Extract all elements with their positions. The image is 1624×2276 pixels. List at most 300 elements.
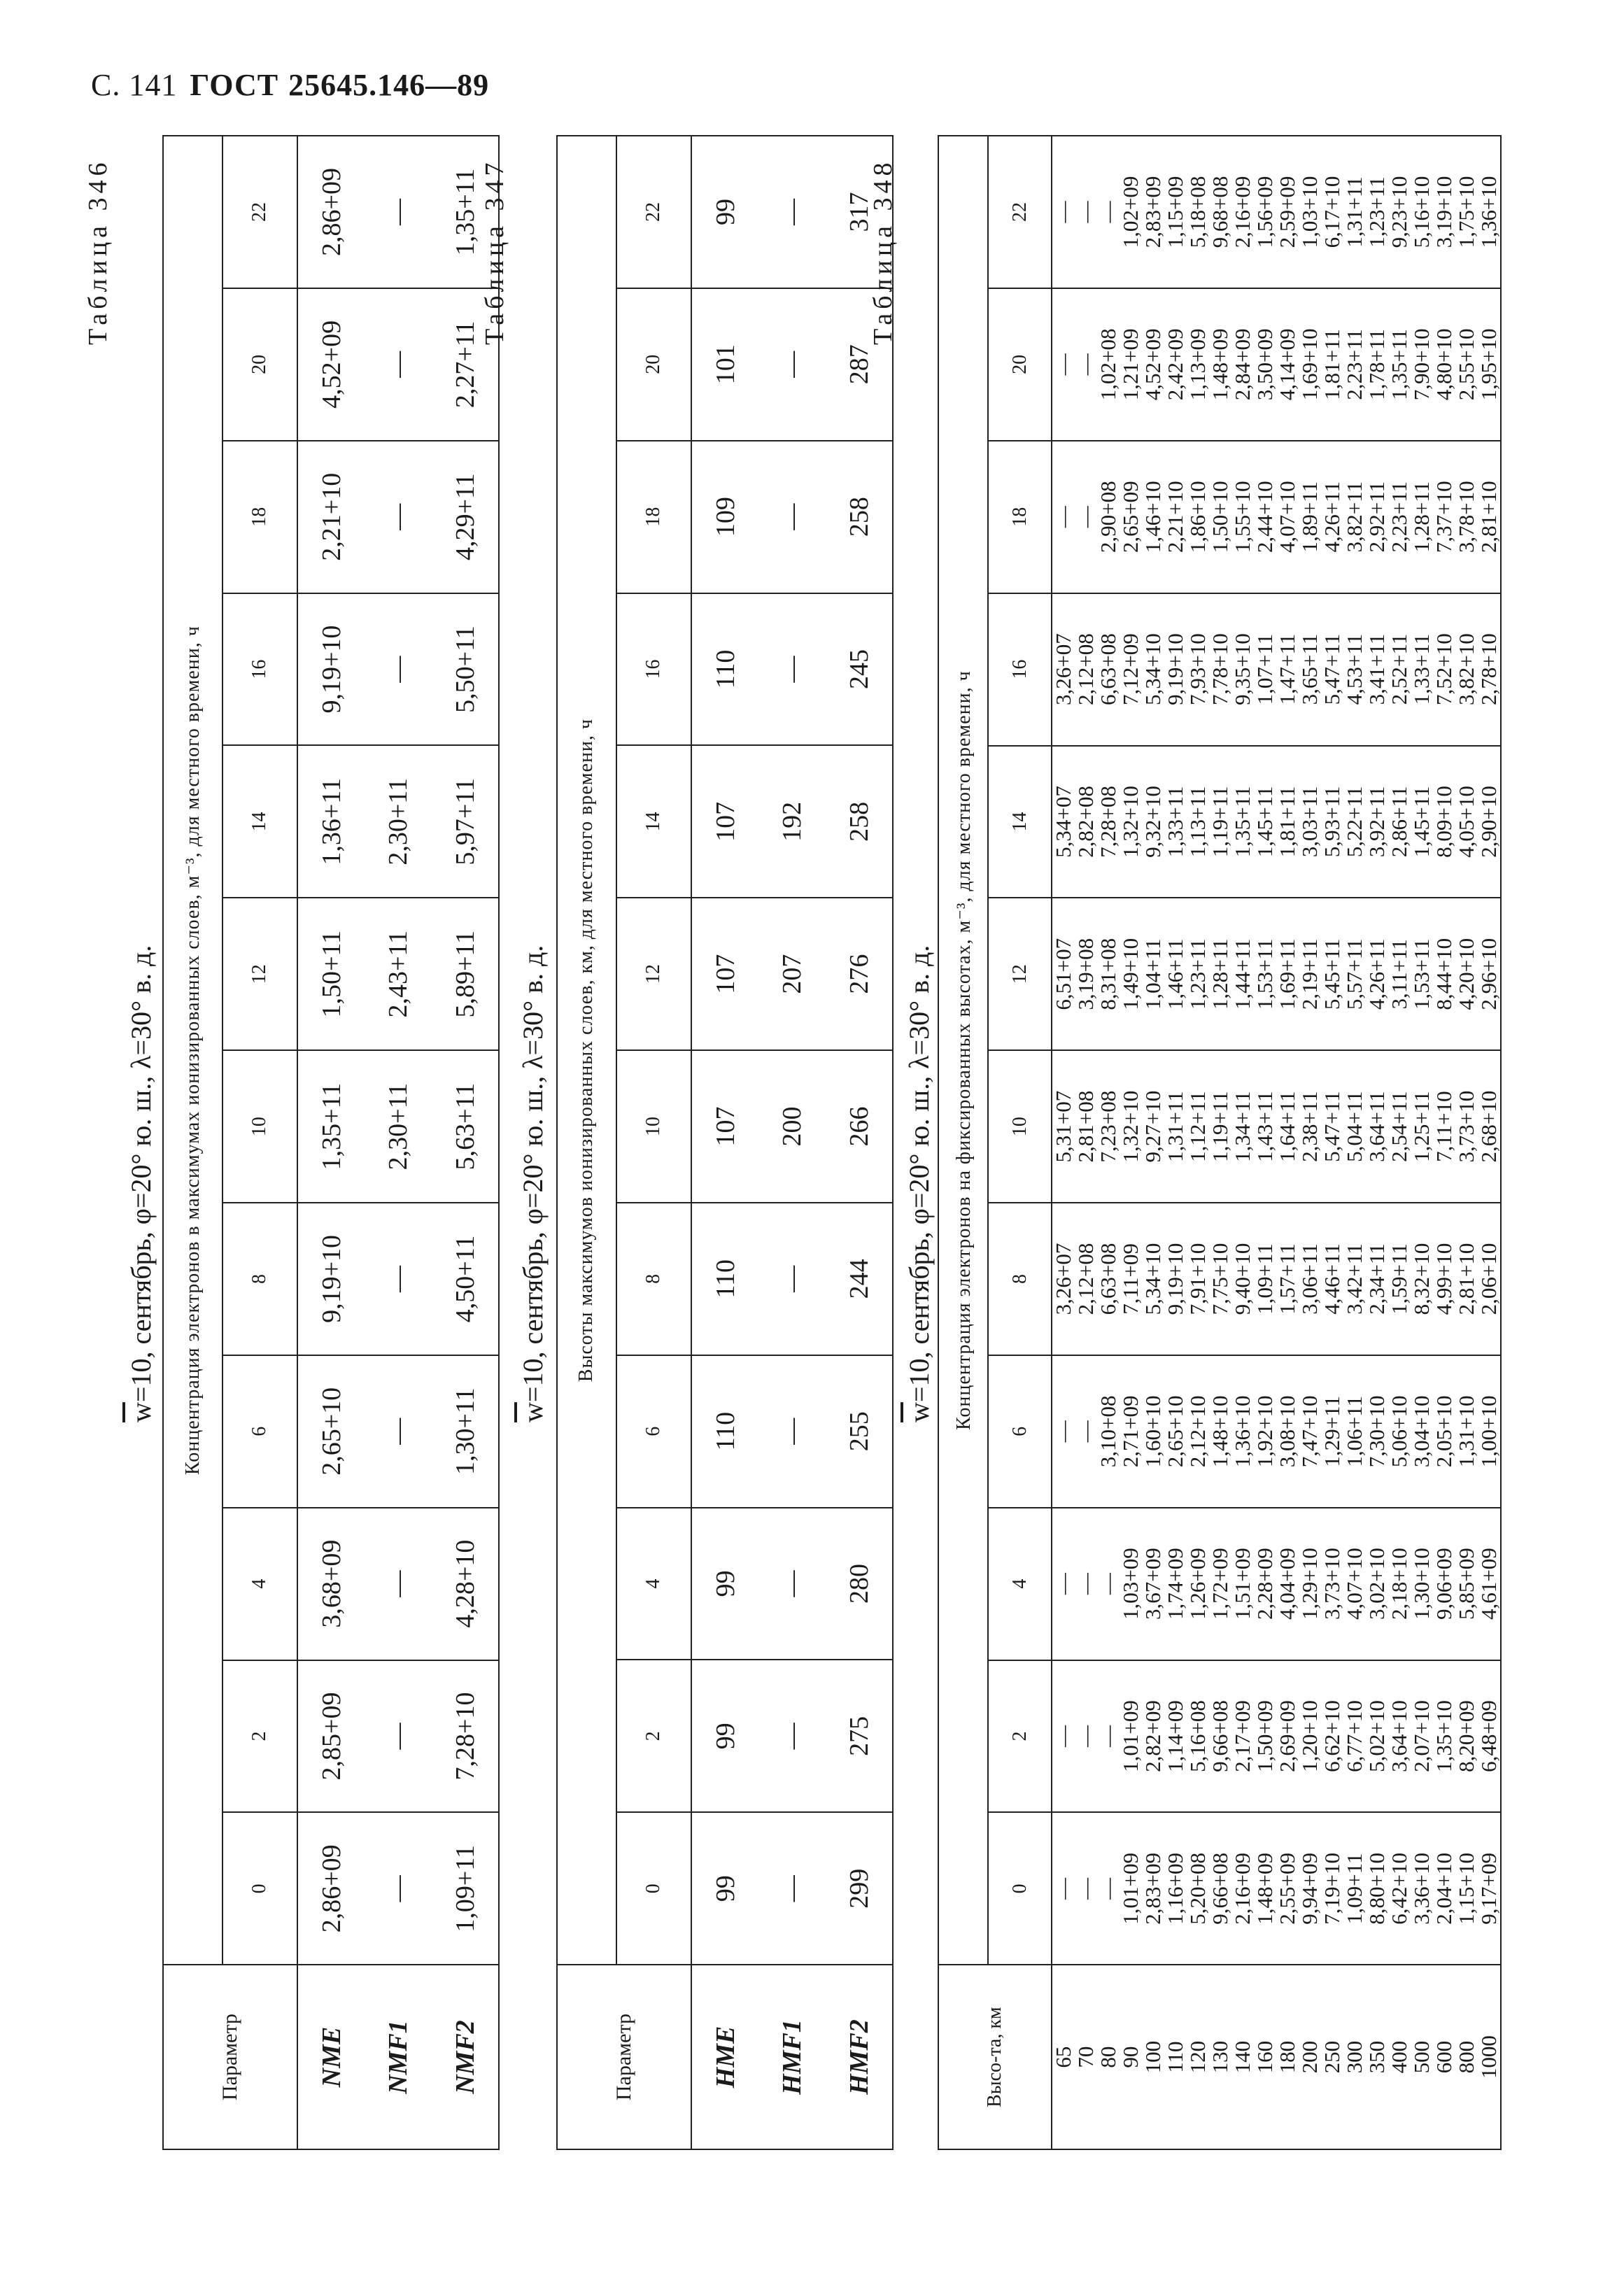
height-cell: 120 [1187,1965,1209,2149]
table-label: Таблица 348 [868,158,898,345]
height-cell: 130 [1209,1965,1231,2149]
table-cell: 2,92+11 [1366,441,1388,593]
table-cell: 1,48+10 [1209,1355,1231,1508]
hour-cell: 20 [988,288,1052,441]
table-cell: — [1052,1812,1075,1965]
table-cell: 4,52+09 [297,288,365,441]
table-cell: 2,05+10 [1433,1355,1455,1508]
table-cell: 2,16+09 [1231,1812,1254,1965]
table-cell: 4,53+11 [1343,593,1366,746]
height-cell: 180 [1276,1965,1299,2149]
table-cell: 5,85+09 [1455,1508,1478,1660]
hour-cell: 20 [616,288,691,441]
hour-cell: 12 [616,898,691,1050]
page-number: С. 141 [91,68,178,102]
hour-cell: 6 [616,1355,691,1508]
table-cell: 1,81+11 [1321,288,1343,441]
table-cell: 1,69+11 [1276,898,1299,1050]
table-cell: 1,48+09 [1254,1812,1276,1965]
table-cell: 2,71+09 [1120,1355,1142,1508]
table-cell: 5,22+11 [1343,746,1366,898]
table-cell: — [758,1812,826,1965]
table-cell: 9,19+10 [1164,1203,1187,1355]
table-cell: 3,64+10 [1388,1660,1411,1813]
table-cell: — [365,1203,432,1355]
table-cell: 280 [826,1508,893,1660]
table-cell: 9,68+08 [1209,136,1231,288]
table-cell: 7,12+09 [1120,593,1142,746]
param-name: HMF2 [826,1965,893,2149]
table-cell: — [758,288,826,441]
height-cell: 160 [1254,1965,1276,2149]
hour-cell: 2 [223,1660,297,1813]
table-cell: 2,78+10 [1478,593,1501,746]
table-cell: — [1075,1508,1097,1660]
param-header: Параметр [557,1965,691,2149]
table-cell: 3,11+11 [1388,898,1411,1050]
table-cell: 1,50+09 [1254,1660,1276,1813]
table-cell: 1,53+11 [1411,898,1433,1050]
table-cell: 5,34+10 [1142,593,1164,746]
table-cell: 1,30+10 [1411,1508,1433,1660]
table-cell: 1,36+10 [1478,136,1501,288]
table-cell: — [1075,1812,1097,1965]
hour-cell: 16 [223,593,297,746]
table-cell: 2,12+08 [1075,593,1097,746]
table-title [125,945,157,1422]
table-cell: 1,31+10 [1455,1355,1478,1508]
param-name: HMF1 [758,1965,826,2149]
table-cell: 8,32+10 [1411,1203,1433,1355]
table-cell: 3,06+11 [1299,1203,1321,1355]
table-cell: 1,50+10 [1209,441,1231,593]
standard-label: ГОСТ [190,68,279,102]
table-cell: — [1097,1660,1120,1813]
table-cell: 4,07+10 [1343,1508,1366,1660]
table-cell: 5,06+10 [1388,1355,1411,1508]
table-cell: 7,28+08 [1097,746,1120,898]
table-cell: 7,11+09 [1120,1203,1142,1355]
table-cell: — [758,1203,826,1355]
w-symbol: $\overline{w}$ [517,1402,549,1422]
table-row [1411,136,1433,2149]
table-cell: 1,49+10 [1120,898,1142,1050]
table-348-body [1052,136,1501,2149]
table-cell: 3,65+11 [1299,593,1321,746]
table-cell: 7,19+10 [1321,1812,1343,1965]
table-cell: 1,02+09 [1120,136,1142,288]
table-cell: — [1097,136,1120,288]
param-name: NMF1 [365,1965,432,2149]
table-cell: 276 [826,898,893,1050]
table-cell: 99 [691,1812,758,1965]
table-cell: 1,75+10 [1455,136,1478,288]
table-cell: 2,68+10 [1478,1050,1501,1203]
hour-cell: 10 [988,1050,1052,1203]
table-cell: 5,93+11 [1321,746,1343,898]
table-cell: 255 [826,1355,893,1508]
table-cell: — [1052,1355,1075,1508]
table-cell: 2,69+09 [1276,1660,1299,1813]
table-row [1187,136,1209,2149]
table-cell: 1,36+10 [1231,1355,1254,1508]
hour-cell: 8 [223,1203,297,1355]
hour-cell: 14 [616,745,691,898]
table-cell: 5,18+08 [1187,136,1209,288]
table-cell: 1,15+09 [1164,136,1187,288]
table-row [1343,136,1366,2149]
table-cell: 7,11+10 [1433,1050,1455,1203]
table-cell: 1,64+11 [1276,1050,1299,1203]
hour-cell: 22 [988,136,1052,288]
hour-cell: 0 [988,1812,1052,1965]
height-cell: 140 [1231,1965,1254,2149]
height-cell: 80 [1097,1965,1120,2149]
table-cell: 2,19+11 [1299,898,1321,1050]
table-label: Таблица 346 [83,158,113,345]
table-cell: — [758,441,826,593]
table-caption: Высоты максимумов ионизированных слоев, км, для местного времени, ч [557,136,616,1965]
height-cell: 65 [1052,1965,1075,2149]
table-cell: 4,28+10 [432,1508,499,1660]
w-symbol: $\overline{w}$ [903,1402,935,1422]
table-cell: 2,54+11 [1388,1050,1411,1203]
table-cell: 3,64+11 [1366,1050,1388,1203]
table-cell: 3,68+09 [297,1508,365,1660]
table-cell: 1,92+10 [1254,1355,1276,1508]
hour-cell: 8 [616,1203,691,1355]
table-346 [162,135,500,2150]
table-cell: 5,16+08 [1187,1660,1209,1813]
table-cell: 3,08+10 [1276,1355,1299,1508]
table-cell: 1,50+11 [297,898,365,1050]
height-cell: 110 [1164,1965,1187,2149]
hour-cell: 10 [616,1050,691,1203]
table-cell: 3,82+11 [1343,441,1366,593]
table-cell: 2,81+10 [1478,441,1501,593]
hour-row [988,136,1052,2149]
table-cell: 1,32+10 [1120,746,1142,898]
table-cell: 1,07+11 [1254,593,1276,746]
height-cell: 300 [1343,1965,1366,2149]
table-cell: 2,12+10 [1187,1355,1209,1508]
table-cell: 1,35+11 [1388,288,1411,441]
table-cell: 9,19+10 [297,1203,365,1355]
table-cell: 9,66+08 [1209,1660,1231,1813]
table-cell: 4,46+11 [1321,1203,1343,1355]
table-cell: 1,19+11 [1209,1050,1231,1203]
table-cell: 317 [826,136,893,288]
table-cell: 1,48+09 [1209,288,1231,441]
table-cell: — [758,1508,826,1660]
table-cell: 1,15+10 [1455,1812,1478,1965]
table-cell: 9,06+09 [1433,1508,1455,1660]
table-cell: 5,02+10 [1366,1660,1388,1813]
table-cell: 1,32+10 [1120,1050,1142,1203]
table-cell: 1,14+09 [1164,1660,1187,1813]
table-cell: 2,23+11 [1343,288,1366,441]
table-cell: 2,55+09 [1276,1812,1299,1965]
table-cell: 1,57+11 [1276,1203,1299,1355]
param-name: HME [691,1965,758,2149]
table-cell: 9,66+08 [1209,1812,1231,1965]
hour-cell: 6 [223,1355,297,1508]
table-cell: 2,86+09 [297,1812,365,1965]
table-cell: — [365,1812,432,1965]
height-header: Высо-та, км [938,1965,1052,2149]
table-cell: 7,28+10 [432,1660,499,1813]
table-cell: 2,23+11 [1388,441,1411,593]
table-cell: 8,80+10 [1366,1812,1388,1965]
table-cell: 1,46+10 [1142,441,1164,593]
table-cell: 2,83+09 [1142,1812,1164,1965]
table-cell: 1,31+11 [1343,136,1366,288]
hour-cell: 18 [616,441,691,593]
table-cell: 3,26+07 [1052,593,1075,746]
table-cell: 1,26+09 [1187,1508,1209,1660]
table-cell: 1,89+11 [1299,441,1321,593]
table-cell: 1,09+11 [1254,1203,1276,1355]
height-cell: 800 [1455,1965,1478,2149]
table-cell: 9,17+09 [1478,1812,1501,1965]
table-cell: 2,07+10 [1411,1660,1433,1813]
table-cell: 3,42+11 [1343,1203,1366,1355]
height-cell: 1000 [1478,1965,1501,2149]
hour-cell: 12 [988,898,1052,1050]
table-cell: 4,29+11 [432,441,499,593]
table-cell: 5,47+11 [1321,1050,1343,1203]
table-cell: 1,33+11 [1164,746,1187,898]
table-cell: 5,20+08 [1187,1812,1209,1965]
table-cell: 9,19+10 [297,593,365,746]
table-cell: 4,50+11 [432,1203,499,1355]
table-cell: 2,86+09 [297,136,365,288]
table-cell: — [1075,1660,1097,1813]
table-cell: 2,82+08 [1075,746,1097,898]
table-cell: 1,31+11 [1164,1050,1187,1203]
table-cell: 3,41+11 [1366,593,1388,746]
height-cell: 400 [1388,1965,1411,2149]
table-cell: 4,07+10 [1276,441,1299,593]
table-cell: 99 [691,136,758,288]
table-cell: — [365,593,432,746]
table-cell: — [365,1355,432,1508]
table-cell: 3,50+09 [1254,288,1276,441]
table-cell: 6,63+08 [1097,593,1120,746]
table-cell: 9,27+10 [1142,1050,1164,1203]
table-cell: 1,03+10 [1299,136,1321,288]
table-cell: 1,69+10 [1299,288,1321,441]
table-cell: — [758,1355,826,1508]
height-cell: 100 [1142,1965,1164,2149]
param-header: Параметр [163,1965,297,2149]
table-cell: 3,92+11 [1366,746,1388,898]
table-row [1321,136,1343,2149]
table-row [1254,136,1276,2149]
table-cell: 2,38+11 [1299,1050,1321,1203]
table-row [1433,136,1455,2149]
table-cell: 3,73+10 [1455,1050,1478,1203]
hour-cell: 2 [988,1660,1052,1813]
table-cell: 5,34+07 [1052,746,1075,898]
table-cell: 3,02+10 [1366,1508,1388,1660]
table-cell: 5,16+10 [1411,136,1433,288]
table-cell: — [1097,1812,1120,1965]
table-cell: — [758,136,826,288]
height-cell: 90 [1120,1965,1142,2149]
table-cell: 1,29+10 [1299,1508,1321,1660]
table-cell: 258 [826,441,893,593]
table-row [1299,136,1321,2149]
table-cell: 2,81+10 [1455,1203,1478,1355]
table-cell: 2,59+09 [1276,136,1299,288]
table-cell: 1,02+08 [1097,288,1120,441]
table-row [1075,136,1097,2149]
table-cell: 1,21+09 [1120,288,1142,441]
table-row [1388,136,1411,2149]
table-cell: 2,28+09 [1254,1508,1276,1660]
table-cell: 6,48+09 [1478,1660,1501,1813]
table-cell: 2,65+10 [297,1355,365,1508]
height-cell: 500 [1411,1965,1433,2149]
table-row [432,136,499,2149]
hour-cell: 16 [988,593,1052,746]
table-cell: 1,51+09 [1231,1508,1254,1660]
table-cell: 7,93+10 [1187,593,1209,746]
table-cell: 2,17+09 [1231,1660,1254,1813]
table-cell: — [1052,441,1075,593]
table-cell: 6,63+08 [1097,1203,1120,1355]
height-cell: 70 [1075,1965,1097,2149]
hour-row [616,136,691,2149]
table-cell: — [365,136,432,288]
table-cell: 4,52+09 [1142,288,1164,441]
table-cell: 4,20+10 [1455,898,1478,1050]
table-cell: 3,26+07 [1052,1203,1075,1355]
table-cell: 1,45+11 [1411,746,1433,898]
table-cell: 2,30+11 [365,1050,432,1203]
title-text: =10, сентябрь, φ=20° ю. ш., λ=30° в. д. [903,945,935,1403]
hour-cell: 18 [988,441,1052,593]
table-cell: 1,01+09 [1120,1812,1142,1965]
table-cell: 1,74+09 [1164,1508,1187,1660]
table-cell: 3,36+10 [1411,1812,1433,1965]
table-cell: 192 [758,745,826,898]
table-cell: 5,89+11 [432,898,499,1050]
table-cell: 2,84+09 [1231,288,1254,441]
table-cell: 1,44+11 [1231,898,1254,1050]
table-cell: 5,97+11 [432,745,499,898]
hour-cell: 4 [988,1508,1052,1660]
table-row [1164,136,1187,2149]
table-cell: 1,19+11 [1209,746,1231,898]
table-cell: 2,65+10 [1164,1355,1187,1508]
table-cell: 2,27+11 [432,288,499,441]
table-cell: 8,20+09 [1455,1660,1478,1813]
table-cell: 1,86+10 [1187,441,1209,593]
table-title [516,945,549,1422]
table-cell: 9,35+10 [1231,593,1254,746]
table-cell: — [365,1660,432,1813]
table-cell: 1,45+11 [1254,746,1276,898]
table-cell: 4,26+11 [1321,441,1343,593]
table-cell: 1,33+11 [1411,593,1433,746]
table-cell: 1,60+10 [1142,1355,1164,1508]
table-cell: 9,23+10 [1388,136,1411,288]
table-cell: 1,95+10 [1478,288,1501,441]
table-cell: 4,99+10 [1433,1203,1455,1355]
table-cell: 3,03+11 [1299,746,1321,898]
table-cell: 1,35+11 [1231,746,1254,898]
table-row [1231,136,1254,2149]
table-cell: — [1052,1660,1075,1813]
hour-cell: 12 [223,898,297,1050]
table-cell: 7,75+10 [1209,1203,1231,1355]
table-cell: — [1075,288,1097,441]
table-cell: 2,30+11 [365,745,432,898]
table-cell: 2,83+09 [1142,136,1164,288]
param-name: NME [297,1965,365,2149]
table-cell: 1,23+11 [1366,136,1388,288]
table-cell: 2,82+09 [1142,1660,1164,1813]
table-cell: 2,81+08 [1075,1050,1097,1203]
table-cell: 5,57+11 [1343,898,1366,1050]
table-cell: 1,55+10 [1231,441,1254,593]
table-cell: 1,13+09 [1187,288,1209,441]
table-cell: 7,90+10 [1411,288,1433,441]
table-cell: 1,28+11 [1209,898,1231,1050]
table-cell: 2,18+10 [1388,1508,1411,1660]
table-cell: 244 [826,1203,893,1355]
table-cell: 1,34+11 [1231,1050,1254,1203]
table-row [691,136,758,2149]
table-cell: 110 [691,593,758,746]
table-cell: 2,90+08 [1097,441,1120,593]
table-cell: 1,09+11 [432,1812,499,1965]
table-cell: 1,30+11 [432,1355,499,1508]
table-cell: 4,26+11 [1366,898,1388,1050]
table-cell: 1,72+09 [1209,1508,1231,1660]
table-cell: — [365,288,432,441]
hour-cell: 16 [616,593,691,746]
title-text: =10, сентябрь, φ=20° ю. ш., λ=30° в. д. [125,945,157,1403]
table-cell: 1,25+11 [1411,1050,1433,1203]
table-cell: 5,47+11 [1321,593,1343,746]
table-cell: 299 [826,1812,893,1965]
table-cell: 107 [691,745,758,898]
height-cell: 250 [1321,1965,1343,2149]
hour-cell: 22 [223,136,297,288]
table-cell: 7,23+08 [1097,1050,1120,1203]
table-cell: 9,32+10 [1142,746,1164,898]
table-cell: — [1052,1508,1075,1660]
table-cell: 1,59+11 [1388,1203,1411,1355]
table-row [365,136,432,2149]
table-cell: 2,90+10 [1478,746,1501,898]
param-name: NMF2 [432,1965,499,2149]
table-cell: 200 [758,1050,826,1203]
table-cell: 1,00+10 [1478,1355,1501,1508]
table-cell: 1,43+11 [1254,1050,1276,1203]
table-cell: 2,21+10 [1164,441,1187,593]
table-cell: 9,19+10 [1164,593,1187,746]
table-cell: 4,14+09 [1276,288,1299,441]
table-cell: 1,09+11 [1343,1812,1366,1965]
hour-cell: 0 [223,1812,297,1965]
table-cell: 5,45+11 [1321,898,1343,1050]
hour-cell: 18 [223,441,297,593]
table-cell: — [1097,1508,1120,1660]
